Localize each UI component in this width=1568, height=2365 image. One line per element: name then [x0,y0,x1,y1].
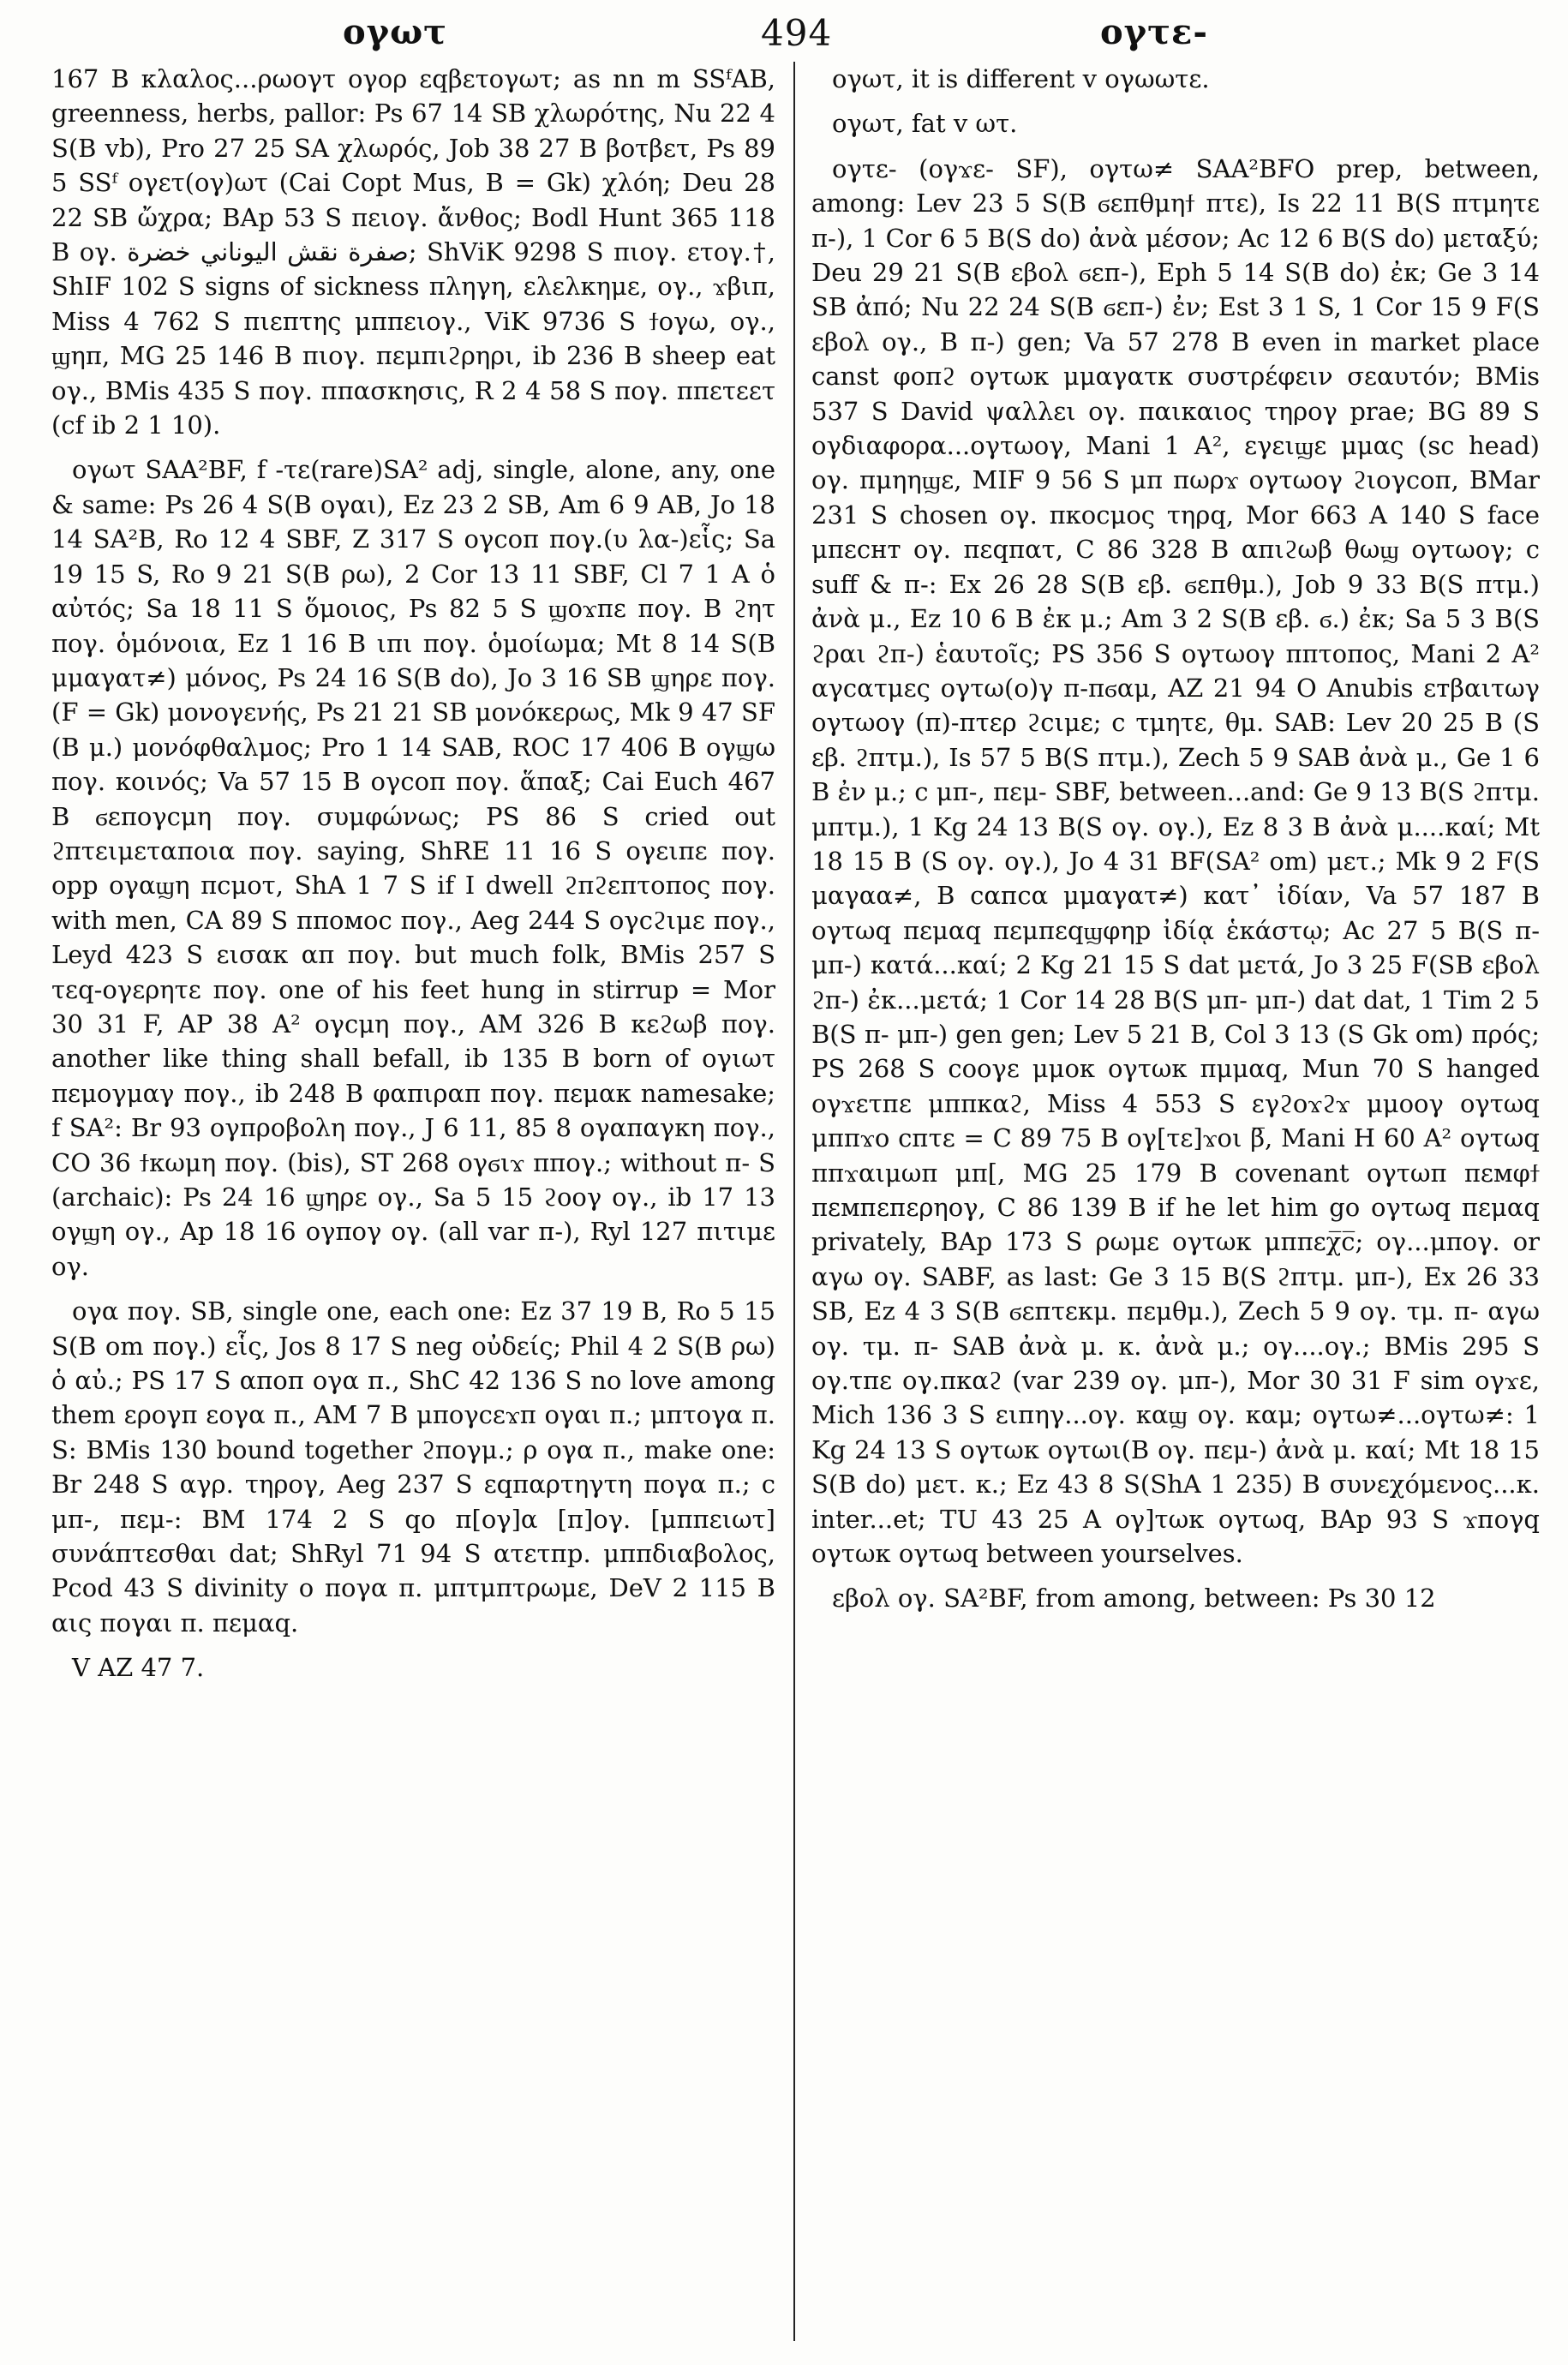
page-number: 494 [761,12,833,54]
column-divider [793,62,795,2341]
entry-see-also: V AZ 47 7. [72,1653,205,1683]
right-column [811,62,1540,2331]
entry-ouot-different: ογωτ, it is different v ογωωτε. [832,64,1210,93]
entry-continuation: 167 B κλαλος...ρωογτ ογορ εqβετογωτ; as nn m SSᶠAB, greenness, herbs, pallor: Ps 67 14 SB χλωρότης, Nu 22 4 S(B vb), Pro 27 25 SA χλωρός, Job 38 27 B βοτβετ, Ps 89 5 SSᶠ ογετ(ογ)ωτ (Cai Copt Mus, B = Gk) χλόη; Deu 28 22 SB ὤχρα; BAp 53 S πειογ. ἄνθος; Bodl Hunt 365 118 B ογ. صفرة نقش اليوناني خضرة; ShViK 9298 S πιογ. ετογ.†, ShIF 102 S signs of sickness πληγη, ελελκημε, ογ., ϫβιπ, Miss 4 762 S πιεπτης μππειογ., ViK 9736 S ϯογω, ογ., ϣηπ, MG 25 146 B πιογ. πεμπιϩρηρι, ib 236 B sheep eat ογ., BMis 435 S πογ. ππασκησις, R 2 4 58 S πογ. ππετεετ (cf ib 2 1 10). [51,64,775,440]
entry-ouot-single: ογωτ SAA²BF, f -τε(rare)SA² adj, single, alone, any, one & same: Ps 26 4 S(B ογαι), Ez 23 2 SB, Am 6 9 AB, Jo 18 14 SA²B, Ro 12 4 SBF, Z 317 S ογcoπ πογ.(υ λα-)εἷς; Sa 19 15 S, Ro 9 21 S(B ρω), 2 Cor 13 11 SBF, Cl 7 1 A ὁ αὐτός; Sa 18 11 S ὅμοιος, Ps 82 5 S ϣοϫπε πογ. B ϩητ πογ. ὁμόνοια, Ez 1 16 B ιπι πογ. ὁμοίωμα; Mt 8 14 S(B μμαγατ≠) μόνος, Ps 24 16 S(B do), Jo 3 16 SB ϣηρε πογ. (F = Gk) μονογενής, Ps 21 21 SB μονόκερως, Mk 9 47 SF (B μ.) μονόφθαλμος; Pro 1 14 SAB, ROC 17 406 B ογϣω πογ. κοινός; Va 57 15 B ογcoπ πογ. ἅπαξ; Cai Euch 467 B ϭεπογcμη πογ. συμφώνως; PS 86 S cried out ϩπτειμεταποια πογ. saying, ShRE 11 16 S ογειπε πογ. opp ογαϣη πcμοτ, ShA 1 7 S if I dwell ϩπϩεπτοπος πογ. with men, CA 89 S πποмос πογ., Aeg 244 S ογcϩιμε πογ., Leyd 423 S εισακ απ πογ. but much folk, BMis 257 S τεq-ογερητε πογ. one of his feet hung in stirrup = Mor 30 31 F, AP 38 A² ογcμη πογ., AM 326 B κεϩωβ πογ. another like thing shall befall, ib 135 B born of ογιωτ πεμογμαγ πογ., ib 248 B φαπιραπ πογ. πεμακ namesake; f SA²: Br 93 ογπροβολη πογ., J 6 11, 85 8 ογαπαγκη πογ., CO 36 ϯκωμη πογ. (bis), ST 268 ογϭιϫ ππογ.; without π- S (archaic): Ps 24 16 ϣηρε ογ., Sa 5 15 ϩοογ ογ., ib 17 13 ογϣη ογ., Ap 18 16 ογπογ ογ. (all var π-), Ryl 127 πιτιμε ογ. [51,455,775,1281]
running-head-right: ογτε- [1100,12,1208,52]
entry-ebol-ou: εβολ ογ. SA²BF, from among, between: Ps 30 12 [832,1584,1436,1614]
running-head-left: ογωτ [343,12,448,52]
entry-ouot-fat: ογωτ, fat v ωτ. [832,109,1018,139]
entry-oute-between: ογτε- (ογϫε- SF), ογτω≠ SAA²BFO prep, between, among: Lev 23 5 S(B ϭεπθμηϯ πτε), Is 22 11 B(S πτμητε π-), 1 Cor 6 5 B(S do) ἀνὰ μέσον; Ac 12 6 B(S do) μεταξύ; Deu 29 21 S(B εβολ ϭεп-), Eph 5 14 S(B do) ἐκ; Ge 3 14 SB ἀπό; Nu 22 24 S(B ϭεп-) ἐν; Est 3 1 S, 1 Cor 15 9 F(S εβολ ογ., B π-) gen; Va 57 278 B even in market place canst φοπϩ ογτωκ μμαγατκ συστρέφειν σεαυτόν; BMis 537 S David ψαλλει ογ. παικαιος τηρογ prae; BG 89 S ογδιαφορα...ογτωογ, Mani 1 A², εγειϣε μμας (sc head) ογ. πμηηϣε, MIF 9 56 S μπ πωρϫ ογτωογ ϩιογcoπ, BMar 231 S chosen ογ. πκοcμος τηρq, Mor 663 A 140 S face μπεcнт ογ. πεqπατ, C 86 328 B απιϩωβ θωϣ ογτωογ; c suff & π-: Ex 26 28 S(B εβ. ϭεпθμ.), Job 9 33 B(S πτμ.) ἀνὰ μ., Ez 10 6 B ἐκ μ.; Am 3 2 S(B εβ. ϭ.) ἐκ; Sa 5 3 B(S ϩραι ϩπ-) ἑαυτοῖς; PS 356 S ογτωογ ππτοπος, Mani 2 A² αγcατμες ογτω(ο)γ π-πϭαμ, AZ 21 94 O Anubis εтβαιτωγ ογτωογ (π)-πτερ ϩcιμε; c τμητε, θμ. SAB: Lev 20 25 B (S εβ. ϩπτμ.), Is 57 5 B(S πτμ.), Zech 5 9 SAB ἀνὰ μ., Ge 1 6 B ἐν μ.; c μπ-, πεμ- SBF, between...and: Ge 9 13 B(S ϩπτμ. μπτμ.), 1 Kg 24 13 B(S ογ. ογ.), Ez 8 3 B ἀνὰ μ....καί; Mt 18 15 B (S ογ. ογ.), Jo 4 31 BF(SA² om) μετ.; Mk 9 2 F(S μαγαα≠, B cαпcα μμαγατ≠) κατ᾽ ἰδίαν, Va 57 187 B ογτωq πεμαq πεμπεqϣφηр ἰδίᾳ ἑκάστῳ; Ac 27 5 B(S π- μπ-) κατά...καί; 2 Kg 21 15 S dat μετά, Jo 3 25 F(SB εβολ ϩπ-) ἐκ...μετά; 1 Cor 14 28 B(S μπ- μπ-) dat dat, 1 Tim 2 5 B(S π- μπ-) gen gen; Lev 5 21 B, Col 3 13 (S Gk om) πρός; PS 268 S cooγε μμοκ ογτωκ πμμαq, Mun 70 S hanged ογϫετпε μππκαϩ, Miss 4 553 S εγϩοϫϩϫ μμοογ ογτωq μππϫο cпτε = C 89 75 B ογ[τε]ϫοι β̅, Mani H 60 A² ογτωq ππϫαιμωπ μπ[, MG 25 179 B covenant ογτωπ πεмφϯ πεмпεпερηογ, C 86 139 B if he let him go ογτωq πεμαq privately, BAp 173 S ρωμε ογτωκ μππεχ̅c̅; ογ...μπογ. or αγω ογ. SABF, as last: Ge 3 15 B(S ϩπτμ. μπ-), Ex 26 33 SB, Ez 4 3 S(B ϭεпτεκμ. πεμθμ.), Zech 5 9 ογ. τμ. π- αγω ογ. τμ. π- SAB ἀνὰ μ. κ. ἀνὰ μ.; ογ....ογ.; BMis 295 S ογ.τπε ογ.πκαϩ (var 239 ογ. μπ-), Mor 30 31 F sim ογϫε, Mich 136 3 S ειпηγ...ογ. καϣ ογ. καμ; ογτω≠...ογτω≠: 1 Kg 24 13 S ογτωκ ογτωι(B ογ. πεμ-) ἀνὰ μ. καί; Mt 18 15 S(B do) μετ. κ.; Ez 43 8 S(ShA 1 235) B συνεχόμενος...κ. inter...et; TU 43 25 A ογ]τωκ ογτωq, BAp 93 S ϫпογq ογτωκ ογτωq between yourselves. [811,153,1540,1569]
entry-oua-nou: ογα πογ. SB, single one, each one: Ez 37 19 B, Ro 5 15 S(B om πογ.) εἷς, Jos 8 17 S neg οὐδείς; Phil 4 2 S(B ρω) ὁ αὐ.; PS 17 S αποπ ογα π., ShC 42 136 S no love among them ερογπ εογα π., AM 7 B μπογcεϫπ ογαι π.; μπτογα π. S: BMis 130 bound together ϩπογμ.; ρ ογα π., make one: Br 248 S αγρ. τηρογ, Aeg 237 S εqπαρτηγτη πογα π.; c μπ-, πεμ-: BM 174 2 S qo π[ογ]α [π]ογ. [μππειωτ] συνάπτεσθαι dat; ShRyl 71 94 S ατετпр. μππδιαβολος, Pcod 43 S divinity o πογα π. μπτμπτρωμε, DeV 2 115 B αις πογαι π. πεμαq. [51,1296,775,1638]
left-column [51,62,775,2331]
